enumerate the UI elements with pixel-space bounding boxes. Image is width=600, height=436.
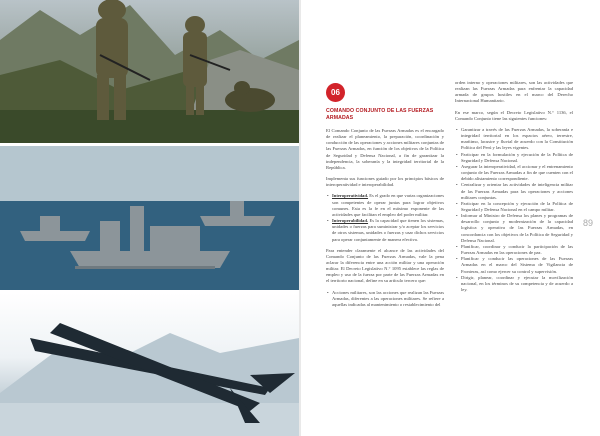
list-item: • Participar en la formulación y ejecución de la Política de Seguridad y Defensa Nacional. xyxy=(461,152,573,164)
soldiers-photo xyxy=(0,0,299,143)
photo-column xyxy=(0,0,299,436)
text-column-right xyxy=(455,80,573,298)
term: Interoperabilidad. xyxy=(332,218,369,224)
paragraph: En ese marco, según el Decreto Legislativo N.° 1136, el Comando Conjunto tiene las siguientes funciones: xyxy=(455,109,573,121)
list-item: • Asegurar la interoperatividad, el accionar y el entrenamiento conjunto de las Fuerzas Armadas a fin de que cuenten con el debido alistamiento correspondiente. xyxy=(461,164,573,182)
paragraph: El Comando Conjunto de las Fuerzas Armadas es el encargado de realizar el planeamiento, la preparación, coordinación y conducción de las operaciones y acciones militares conjuntas de las Fuerzas Armadas, en función de los objetivos de la Política de Seguridad y Defensa Nacional, a fin de garantizar la independencia, la soberanía y la integridad territorial de la República. xyxy=(326,128,444,170)
paragraph: Implementa sus funciones guiado por los principios básicos de interoperatividad e interoperabilidad. xyxy=(326,176,444,188)
paragraph: orden interno y operaciones militares, son las actividades que realizan las Fuerzas Armadas para enfrentar la capacidad armada de grupos hostiles en el marco del Derecho Internacional Humanitario. xyxy=(455,80,573,104)
term-definition: Es el grado en que varias organizaciones son competentes de operar juntas para lograr objetivos comunes. Esta es la fe en el máximo exponente de las actividades que facilitan el empleo del poder militar. xyxy=(332,193,444,217)
list-item xyxy=(332,218,444,243)
aircraft-photo xyxy=(0,293,299,436)
page-number: 89 xyxy=(583,218,594,228)
term-definition: Es la capacidad que tienen los sistemas, unidades o fuerzas para suministrar y/o aceptar los servicios de otros sistemas, unidades o fuerzas y usar dichos servicios para operar conjuntamente de manera efectiva. xyxy=(332,218,444,242)
navy-ships-photo xyxy=(0,146,299,290)
text-column-left xyxy=(326,128,444,313)
list-item: • Acciones militares, son las acciones que realizan las Fuerzas Armadas, diferentes a las operaciones militares. Se refiere a aquellas indicadas al mantenimiento o restablecimiento del xyxy=(332,290,444,308)
principles-list xyxy=(326,193,444,242)
list-item: • Participar en la concepción y ejecución de la Política de Seguridad y Defensa Nacional en el campo militar. xyxy=(461,201,573,213)
list-item: • Planificar y conducir las operaciones de las Fuerzas Armadas en el marco del Sistema de Vigilancia de Fronteras, así como ejercer su control y supervisión. xyxy=(461,256,573,274)
list-item: • Dirigir, planear, coordinar y ejecutar la movilización nacional, en los términos de su competencia y de acuerdo a ley. xyxy=(461,275,573,293)
definitions-list xyxy=(326,290,444,308)
list-item xyxy=(332,193,444,218)
list-item: • Garantizar a través de las Fuerzas Armadas, la soberanía e integridad territorial en los espacios aéreo, terrestre, marítimo, lacustre y fluvial de acuerdo con la Constitución Política del Perú y las leyes vigentes. xyxy=(461,127,573,152)
list-item: • Informar al Ministro de Defensa los planes y programas de desarrollo conjunto y modernización de la capacidad logística y operativa de las Fuerzas Armadas, en concordancia con los objetivos de la Política de Seguridad y Defensa Nacional. xyxy=(461,213,573,244)
section-title: COMANDO CONJUNTO DE LAS FUERZAS ARMADAS xyxy=(326,108,434,121)
list-item: • Centralizar y orientar las actividades de inteligencia militar de las Fuerzas Armadas para las operaciones y acciones militares conjuntas. xyxy=(461,182,573,200)
list-item: • Planificar, coordinar y conducir la participación de las Fuerzas Armadas en las operaciones de paz. xyxy=(461,244,573,256)
functions-list xyxy=(455,127,573,293)
paragraph: Para entender claramente el alcance de las actividades del Comando Conjunto de las Fuerzas Armadas, vale la pena aclarar la diferencia entre una acción militar y una operación militar. El Decreto Legislativo N.° 1095 establece las reglas de empleo y uso de la fuerza por parte de las Fuerzas Armadas en el territorio nacional, define en su artículo tercero que: xyxy=(326,247,444,284)
page-gutter xyxy=(299,0,301,436)
section-number-badge: 06 xyxy=(326,83,345,102)
term: Interoperatividad. xyxy=(332,193,369,199)
soldiers-illustration xyxy=(0,0,299,143)
aircraft-illustration xyxy=(0,293,299,436)
ships-illustration xyxy=(0,146,299,290)
